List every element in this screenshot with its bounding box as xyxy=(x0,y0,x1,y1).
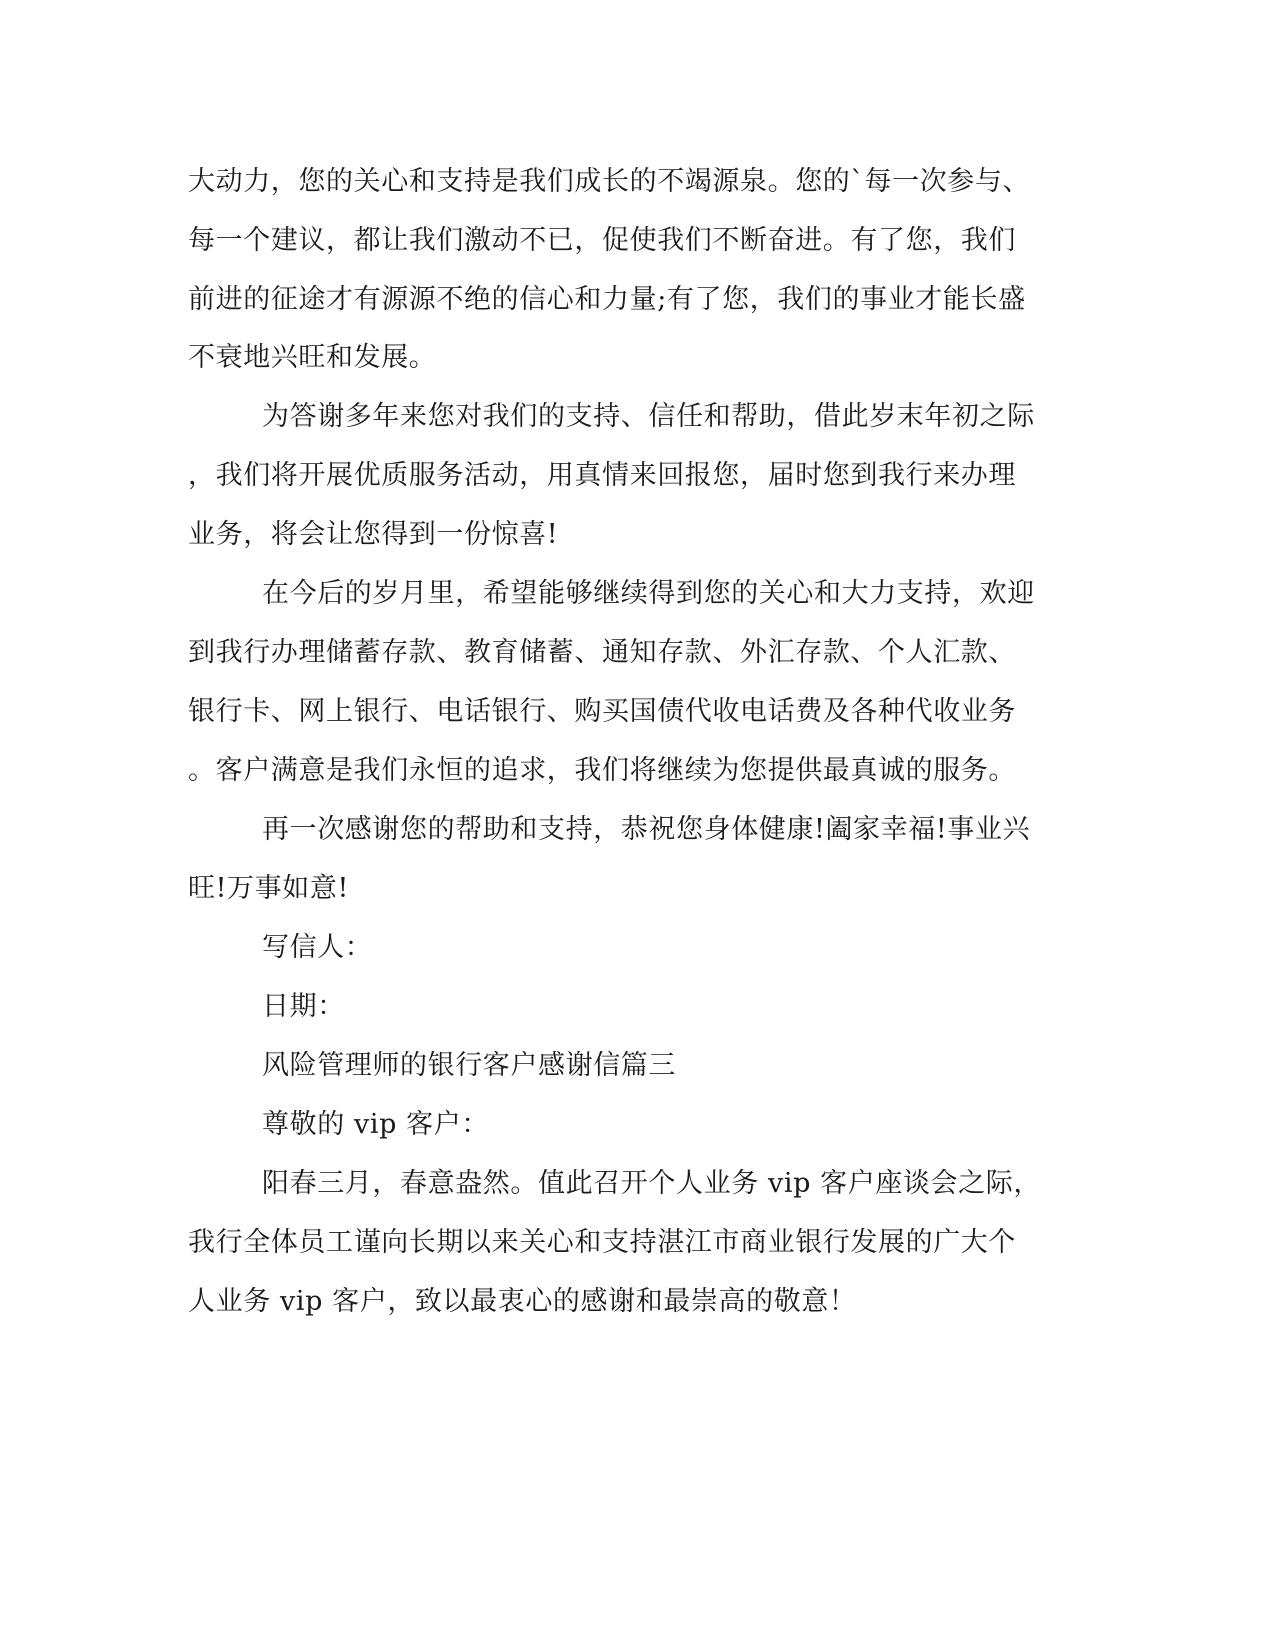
body-line-20: 人业务 vip 客户，致以最衷心的感谢和最崇高的敬意！ xyxy=(188,1286,857,1317)
body-line-8: 在今后的岁月里，希望能够继续得到您的关心和大力支持，欢迎 xyxy=(262,578,1035,609)
body-line-19: 我行全体员工谨向长期以来关心和支持湛江市商业银行发展的广大个 xyxy=(188,1227,1016,1258)
body-line-6: ，我们将开展优质服务活动，用真情来回报您，届时您到我行来办理 xyxy=(188,460,1016,491)
body-line-9: 到我行办理储蓄存款、教育储蓄、通知存款、外汇存款、个人汇款、 xyxy=(188,637,1016,668)
body-line-1: 大动力，您的关心和支持是我们成长的不竭源泉。您的`每一次参与、 xyxy=(188,166,1031,197)
signature-writer-label: 写信人： xyxy=(262,932,373,963)
body-line-7: 业务，将会让您得到一份惊喜! xyxy=(188,519,559,550)
body-line-11: 。客户满意是我们永恒的追求，我们将继续为您提供最真诚的服务。 xyxy=(188,755,1016,786)
body-line-18: 阳春三月，春意盎然。值此召开个人业务 vip 客户座谈会之际， xyxy=(262,1168,1041,1199)
body-line-10: 银行卡、网上银行、电话银行、购买国债代收电话费及各种代收业务 xyxy=(188,696,1016,727)
body-line-5: 为答谢多年来您对我们的支持、信任和帮助，借此岁末年初之际 xyxy=(262,401,1035,432)
signature-date-label: 日期： xyxy=(262,991,345,1022)
section-heading: 风险管理师的银行客户感谢信篇三 xyxy=(262,1050,676,1081)
salutation: 尊敬的 vip 客户： xyxy=(262,1109,489,1140)
body-line-2: 每一个建议，都让我们激动不已，促使我们不断奋进。有了您，我们 xyxy=(188,225,1016,256)
body-line-12: 再一次感谢您的帮助和支持，恭祝您身体健康!阖家幸福!事业兴 xyxy=(262,814,1031,845)
body-line-4: 不衰地兴旺和发展。 xyxy=(188,342,437,373)
body-line-3: 前进的征途才有源源不绝的信心和力量;有了您，我们的事业才能长盛 xyxy=(188,284,1026,315)
body-line-13: 旺!万事如意! xyxy=(188,873,349,904)
